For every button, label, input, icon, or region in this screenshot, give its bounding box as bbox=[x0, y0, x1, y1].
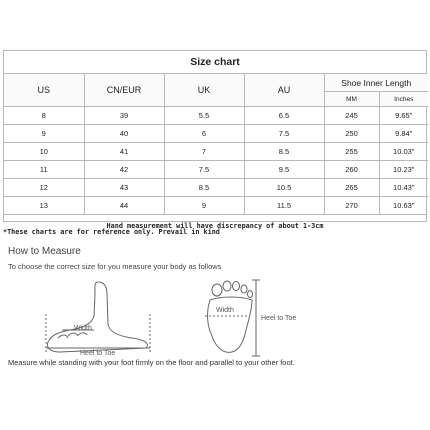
table-cell: 6.5 bbox=[244, 107, 324, 125]
table-cell: 255 bbox=[324, 143, 379, 161]
table-cell: 7 bbox=[164, 143, 244, 161]
table-cell: 11.5 bbox=[244, 197, 324, 215]
table-cell: 8.5 bbox=[164, 179, 244, 197]
table-cell: 13 bbox=[4, 197, 84, 215]
table-cell: 44 bbox=[84, 197, 164, 215]
table-cell: 43 bbox=[84, 179, 164, 197]
table-cell: 10.03" bbox=[379, 143, 428, 161]
measurement-discrepancy-note: Hand measurement will have discrepancy of about 1-3cm bbox=[4, 214, 426, 237]
table-cell: 9 bbox=[164, 197, 244, 215]
table-cell: 42 bbox=[84, 161, 164, 179]
how-to-measure-title: How to Measure bbox=[8, 246, 81, 257]
foot-measure-diagram bbox=[0, 272, 430, 362]
table-cell: 10 bbox=[4, 143, 84, 161]
heel-to-toe-label-side: Heel to Toe bbox=[80, 350, 116, 357]
table-row bbox=[4, 143, 428, 161]
table-cell: 5.5 bbox=[164, 107, 244, 125]
table-cell: 9.84" bbox=[379, 125, 428, 143]
size-chart-title: Size chart bbox=[4, 51, 426, 74]
how-to-measure-subtitle: To choose the correct size for you measure your body as follows bbox=[8, 262, 222, 271]
table-cell: 265 bbox=[324, 179, 379, 197]
table-row bbox=[4, 125, 428, 143]
table-cell: 40 bbox=[84, 125, 164, 143]
table-cell: 6 bbox=[164, 125, 244, 143]
table-cell: 9 bbox=[4, 125, 84, 143]
size-table bbox=[4, 74, 428, 214]
column-header-au: AU bbox=[244, 74, 324, 107]
table-cell: 7.5 bbox=[244, 125, 324, 143]
table-cell: 12 bbox=[4, 179, 84, 197]
table-cell: 260 bbox=[324, 161, 379, 179]
reference-note: *These charts are for reference only. Prevail in kind bbox=[3, 228, 220, 236]
table-cell: 270 bbox=[324, 197, 379, 215]
table-cell: 11 bbox=[4, 161, 84, 179]
table-cell: 9.5 bbox=[244, 161, 324, 179]
width-label-side: Width bbox=[74, 325, 92, 332]
table-cell: 8 bbox=[4, 107, 84, 125]
table-cell: 10.5 bbox=[244, 179, 324, 197]
column-header-cn-eur: CN/EUR bbox=[84, 74, 164, 107]
foot-side-view-illustration bbox=[46, 282, 150, 354]
foot-top-view-illustration bbox=[205, 280, 260, 356]
table-cell: 250 bbox=[324, 125, 379, 143]
table-row bbox=[4, 179, 428, 197]
size-chart bbox=[3, 50, 427, 230]
table-row bbox=[4, 107, 428, 125]
table-cell: 10.23" bbox=[379, 161, 428, 179]
column-header-inner-length: Shoe Inner Length bbox=[324, 74, 428, 92]
subheader-inches: Inches bbox=[379, 92, 428, 107]
table-cell: 9.65" bbox=[379, 107, 428, 125]
subheader-mm: MM bbox=[324, 92, 379, 107]
table-cell: 39 bbox=[84, 107, 164, 125]
table-cell: 8.5 bbox=[244, 143, 324, 161]
table-row bbox=[4, 161, 428, 179]
table-cell: 7.5 bbox=[164, 161, 244, 179]
width-label-top: Width bbox=[216, 307, 234, 314]
table-cell: 10.63" bbox=[379, 197, 428, 215]
table-cell: 245 bbox=[324, 107, 379, 125]
table-cell: 10.43" bbox=[379, 179, 428, 197]
measure-instruction: Measure while standing with your foot firmly on the floor and parallel to your other foot. bbox=[8, 358, 295, 367]
column-header-us: US bbox=[4, 74, 84, 107]
column-header-uk: UK bbox=[164, 74, 244, 107]
heel-to-toe-label-top: Heel to Toe bbox=[261, 315, 297, 322]
table-row bbox=[4, 197, 428, 215]
table-cell: 41 bbox=[84, 143, 164, 161]
